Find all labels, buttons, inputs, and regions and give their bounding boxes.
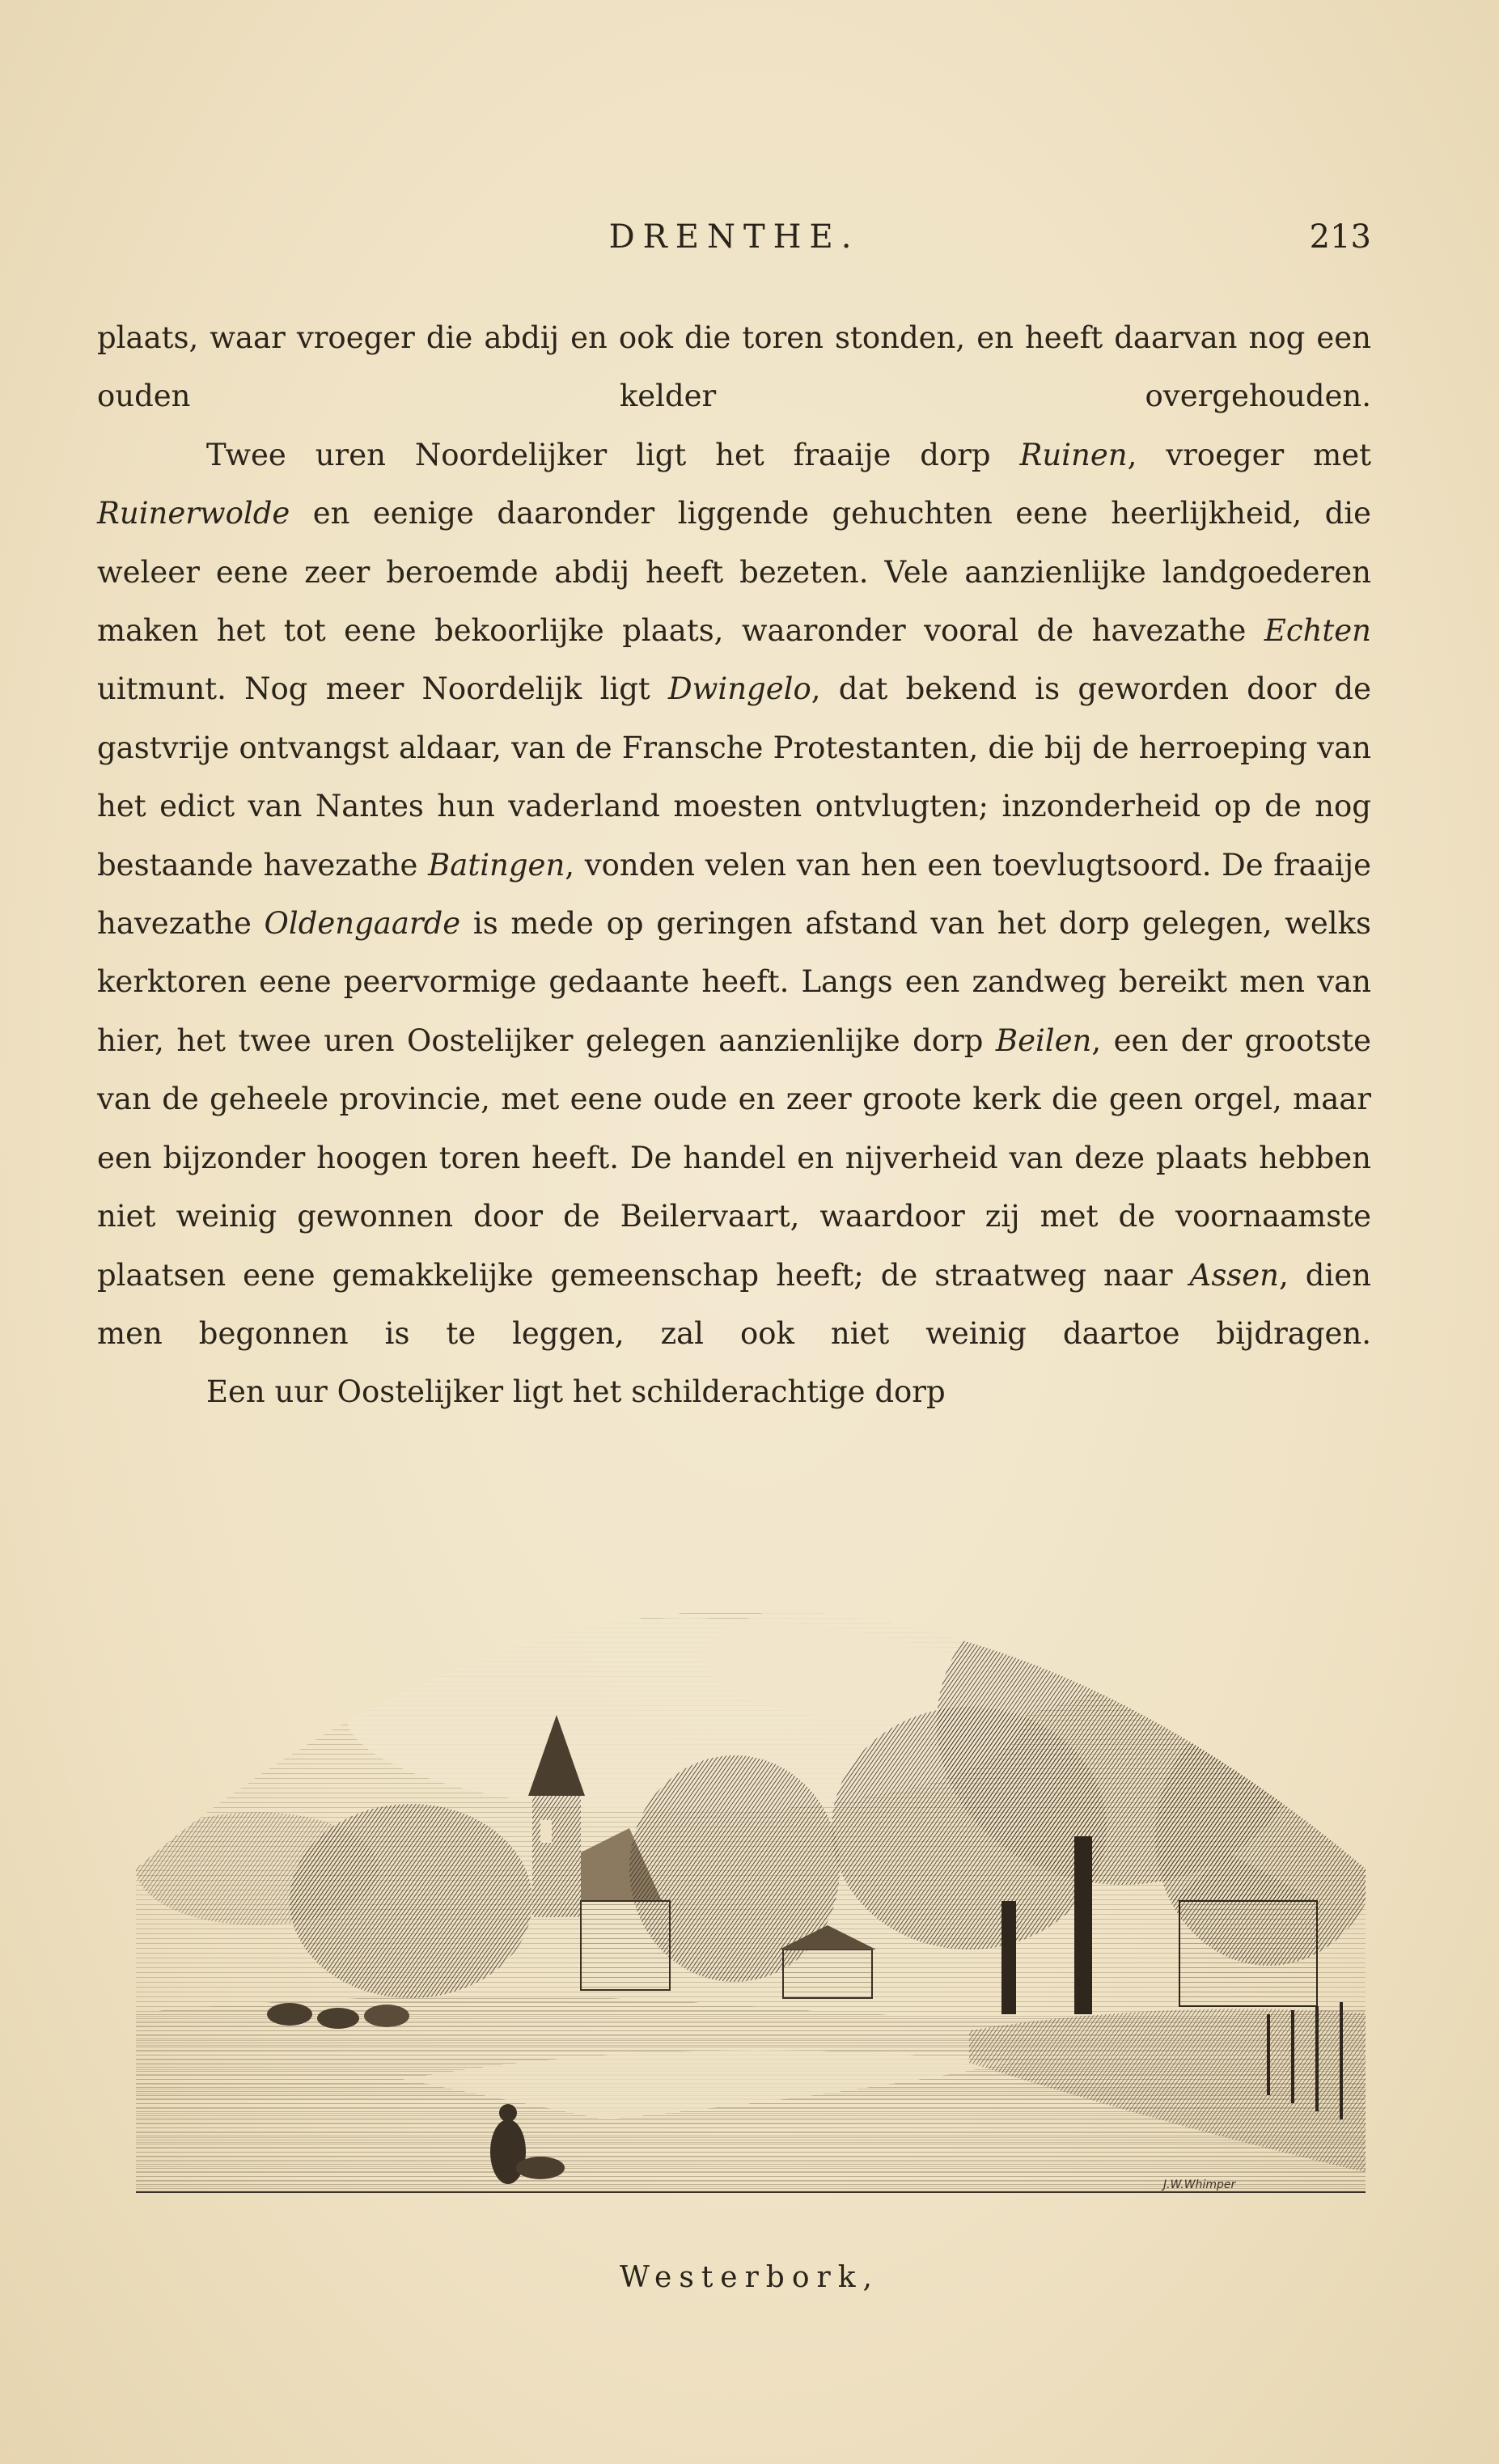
text-run: Een uur Oostelijker ligt het schilderachtige dorp [206, 1374, 946, 1410]
text-run: , dien men begonnen is te leggen, zal ook niet weinig daartoe bijdragen. [97, 1257, 1371, 1351]
engraving-westerbork [120, 1448, 1382, 2241]
body-text [97, 309, 1371, 1422]
page-number: 213 [1309, 218, 1371, 256]
place-name: Assen [1189, 1257, 1280, 1293]
place-name: Dwingelo [668, 671, 811, 707]
text-run: is mede op geringen afstand van het dorp gelegen, welks kerktoren eene peervormige gedaante heeft. Langs een zandweg bereikt men van hier, het twee uren Oostelijker gelegen aanzienlijke dorp [97, 906, 1371, 1058]
text-run: plaats, waar vroeger die abdij en ook die toren stonden, en heeft daarvan nog een ouden kelder overgehouden. [97, 320, 1371, 414]
text-run: en eenige daaronder liggende gehuchten eene heerlijkheid, die weleer eene zeer beroemde abdij heeft bezeten. Vele aanzienlijke landgoederen maken het tot eene bekoorlijke plaats, waaronder vooral de havezathe [97, 496, 1371, 649]
paragraph-2 [97, 426, 1371, 1364]
illustration-caption: Westerbork, [619, 2261, 879, 2294]
place-name: Ruinerwolde [97, 496, 290, 531]
place-name: Batingen [428, 847, 565, 883]
place-name: Echten [1264, 613, 1371, 649]
place-name: Ruinen [1019, 437, 1128, 472]
paragraph-1 [97, 309, 1371, 426]
text-run: , vroeger met [1127, 437, 1371, 472]
paragraph-3 [97, 1363, 1371, 1421]
place-name: Oldengaarde [264, 906, 461, 942]
text-run: Twee uren Noordelijker ligt het fraaije dorp [206, 437, 1020, 472]
text-run: , vonden velen van hen een toevlugtsoord. De fraaije havezathe [97, 847, 1372, 942]
running-title: DRENTHE. [608, 218, 860, 256]
place-name: Beilen [995, 1022, 1092, 1058]
text-run: , dat bekend is geworden door de gastvrije ontvangst aldaar, van de Fransche Protestanten, die bij de herroeping van het edict van Nantes hun vaderland moesten ontvlugten; inzonderheid op de nog bestaande havezathe [97, 671, 1371, 883]
page-header [97, 212, 1371, 260]
text-run: uitmunt. Nog meer Noordelijk ligt [97, 671, 669, 707]
text-run: , een der grootste van de geheele provincie, met eene oude en zeer groote kerk die geen orgel, maar een bijzonder hoogen toren heeft. De handel en nijverheid van deze plaats hebben niet weinig gewonnen door de Beilervaart, waardoor zij met de voornaamste plaatsen eene gemakkelijke gemeenschap heeft; de straatweg naar [97, 1022, 1371, 1293]
engraver-signature: J.W.Whimper [1163, 2178, 1236, 2191]
